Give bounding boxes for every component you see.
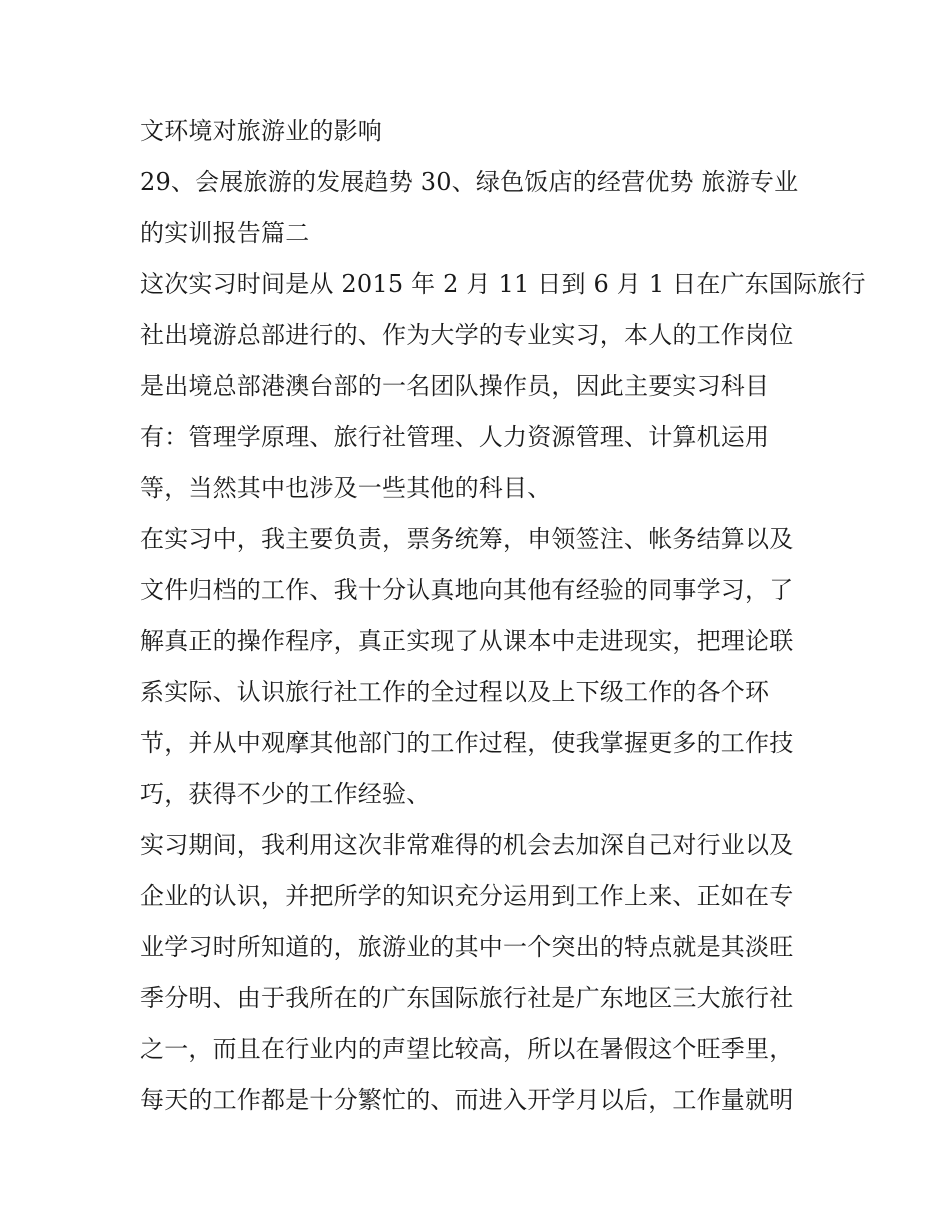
- text-line-13: 节，并从中观摩其他部门的工作过程，使我掌握更多的工作技: [140, 729, 794, 757]
- text-line-16: 企业的认识，并把所学的知识充分运用到工作上来、正如在专: [140, 882, 794, 910]
- text-line-15: 实习期间，我利用这次非常难得的机会去加深自己对行业以及: [140, 831, 794, 859]
- text-line-11: 解真正的操作程序，真正实现了从课本中走进现实，把理论联: [140, 627, 794, 655]
- text-line-10: 文件归档的工作、我十分认真地向其他有经验的同事学习，了: [140, 576, 794, 604]
- text-line-7: 有：管理学原理、旅行社管理、人力资源管理、计算机运用: [140, 423, 770, 451]
- text-line-8: 等，当然其中也涉及一些其他的科目、: [140, 474, 552, 502]
- text-line-20: 每天的工作都是十分繁忙的、而进入开学月以后，工作量就明: [140, 1086, 794, 1114]
- text-line-2: 29、会展旅游的发展趋势 30、绿色饭店的经营优势 旅游专业: [140, 168, 799, 196]
- text-line-12: 系实际、认识旅行社工作的全过程以及上下级工作的各个环: [140, 678, 770, 706]
- text-line-6: 是出境总部港澳台部的一名团队操作员，因此主要实习科目: [140, 372, 770, 400]
- text-line-19: 之一，而且在行业内的声望比较高，所以在暑假这个旺季里，: [140, 1035, 794, 1063]
- text-line-18: 季分明、由于我所在的广东国际旅行社是广东地区三大旅行社: [140, 984, 794, 1012]
- text-line-9: 在实习中，我主要负责，票务统筹，申领签注、帐务结算以及: [140, 525, 794, 553]
- document-body: [140, 106, 866, 1126]
- text-line-5: 社出境游总部进行的、作为大学的专业实习，本人的工作岗位: [140, 321, 794, 349]
- text-line-1: 文环境对旅游业的影响: [140, 117, 382, 145]
- text-line-4: 这次实习时间是从 2015 年 2 月 11 日到 6 月 1 日在广东国际旅行: [140, 270, 866, 298]
- text-line-14: 巧，获得不少的工作经验、: [140, 780, 431, 808]
- text-line-3: 的实训报告篇二: [140, 219, 310, 247]
- text-line-17: 业学习时所知道的，旅游业的其中一个突出的特点就是其淡旺: [140, 933, 794, 961]
